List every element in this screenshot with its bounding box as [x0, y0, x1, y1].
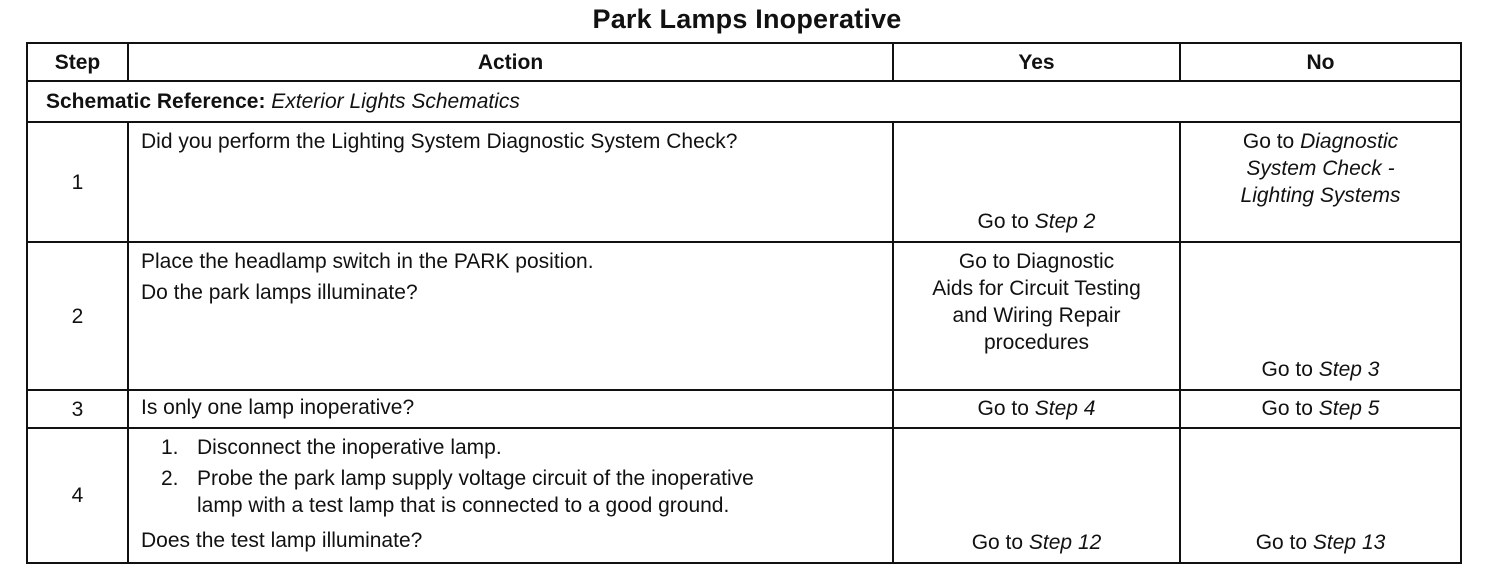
action-cell — [128, 428, 893, 563]
step-number: 1 — [27, 122, 128, 242]
no-step-ref: Step 13 — [1312, 531, 1386, 554]
no-step-ref: Step 5 — [1318, 397, 1380, 420]
table-row — [27, 242, 1461, 390]
no-prefix: Go to — [1261, 397, 1313, 420]
yes-cell — [893, 242, 1180, 390]
step-number: 2 — [27, 242, 128, 390]
yes-prefix: Go to — [977, 397, 1029, 420]
yes-cell — [893, 390, 1180, 428]
yes-line3: and Wiring Repair — [952, 304, 1121, 327]
header-row — [27, 43, 1461, 81]
header-step: Step — [27, 43, 128, 81]
table-row — [27, 122, 1461, 242]
table-row — [27, 390, 1461, 428]
yes-line2: Aids for Circuit Testing — [932, 277, 1141, 300]
action-text: Is only one lamp inoperative? — [141, 396, 415, 419]
list-item-text-line1: Probe the park lamp supply voltage circuit of the inoperative — [197, 467, 754, 490]
schematic-reference-row — [27, 81, 1461, 122]
yes-line1: Go to Diagnostic — [958, 250, 1115, 273]
list-item-number: 1. — [161, 436, 179, 459]
action-cell — [128, 122, 893, 242]
action-cell — [128, 242, 893, 390]
action-text: Did you perform the Lighting System Diagnostic System Check? — [141, 130, 738, 153]
list-item-text: Disconnect the inoperative lamp. — [197, 436, 502, 459]
list-item-text-line2: lamp with a test lamp that is connected to a good ground. — [197, 494, 730, 517]
header-action: Action — [128, 43, 893, 81]
action-list — [161, 434, 880, 519]
step-number: 4 — [27, 428, 128, 563]
list-item — [161, 465, 880, 519]
diagnostic-table — [26, 42, 1462, 564]
page-title: Park Lamps Inoperative — [592, 4, 902, 34]
list-item-number: 2. — [161, 467, 179, 490]
header-yes: Yes — [893, 43, 1180, 81]
action-question: Does the test lamp illuminate? — [141, 529, 423, 552]
yes-step-ref: Step 12 — [1028, 531, 1102, 554]
no-ref-line3: Lighting Systems — [1240, 184, 1401, 207]
no-prefix: Go to — [1242, 130, 1295, 153]
action-text: Place the headlamp switch in the PARK position. — [141, 250, 594, 273]
no-cell — [1180, 242, 1461, 390]
schematic-reference-value: Exterior Lights Schematics — [271, 90, 520, 113]
step-number: 3 — [27, 390, 128, 428]
yes-prefix: Go to — [971, 531, 1024, 554]
yes-step-ref: Step 2 — [1034, 210, 1096, 233]
no-step-ref: Step 3 — [1318, 358, 1380, 381]
yes-cell — [893, 428, 1180, 563]
yes-prefix: Go to — [977, 210, 1029, 233]
no-cell — [1180, 428, 1461, 563]
yes-line4: procedures — [983, 331, 1090, 354]
action-cell — [128, 390, 893, 428]
yes-step-ref: Step 4 — [1034, 397, 1096, 420]
no-ref-line1: Diagnostic — [1300, 130, 1399, 153]
no-prefix: Go to — [1261, 358, 1313, 381]
no-cell — [1180, 122, 1461, 242]
no-cell — [1180, 390, 1461, 428]
header-no: No — [1180, 43, 1461, 81]
schematic-reference-label: Schematic Reference: — [46, 90, 266, 113]
yes-cell — [893, 122, 1180, 242]
list-item — [161, 434, 880, 461]
no-ref-line2: System Check - — [1246, 157, 1395, 180]
no-prefix: Go to — [1255, 531, 1308, 554]
action-question: Do the park lamps illuminate? — [141, 281, 418, 304]
table-row — [27, 428, 1461, 563]
schematic-reference — [27, 81, 1461, 122]
